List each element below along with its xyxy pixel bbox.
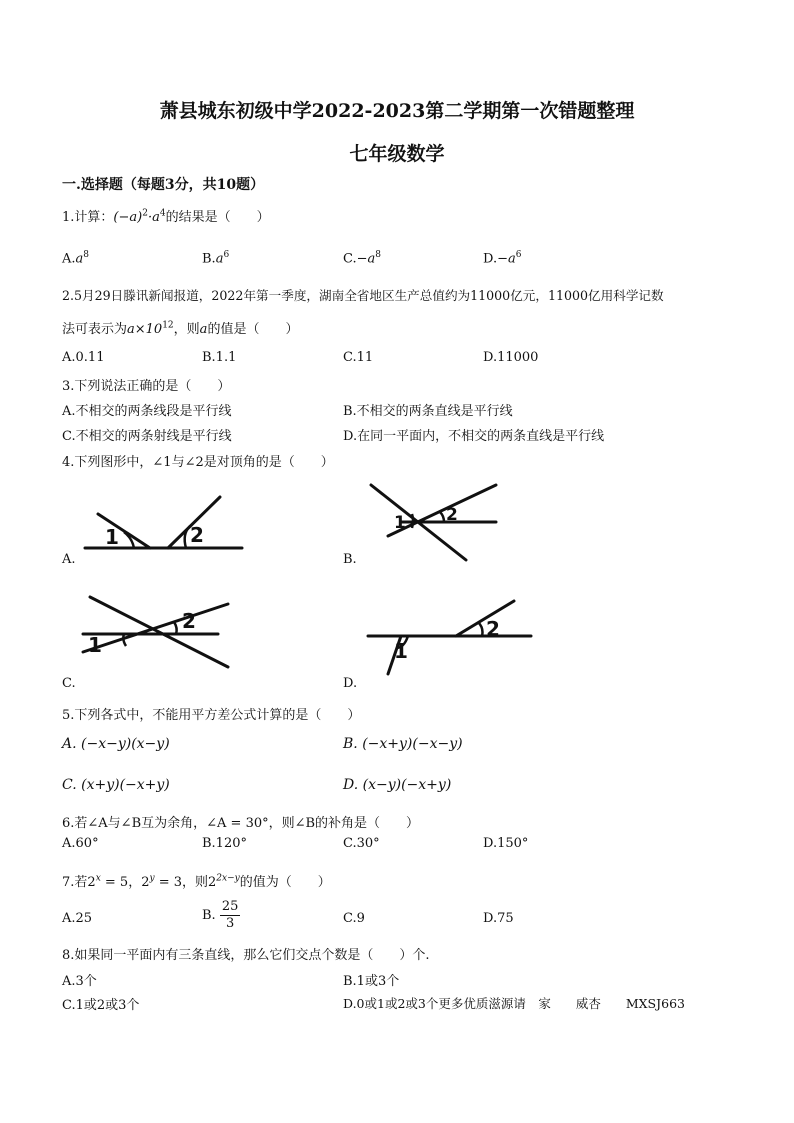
figure-b [366, 480, 506, 564]
question-2-line2 [62, 318, 298, 337]
figure-d-label[interactable]: D. [343, 676, 358, 691]
option-label: D. [483, 251, 498, 267]
q7-exp: y [149, 873, 155, 884]
option-exp: 8 [83, 250, 90, 260]
q7-option-a[interactable]: A.25 [62, 911, 93, 926]
page-title: 萧县城东初级中学2022-2023第二学期第一次错题整理 [159, 100, 635, 122]
q7-exp: x [95, 873, 101, 884]
q2-exp: 12 [162, 320, 174, 331]
q1-mid: ·a [147, 210, 160, 225]
q2-option-a[interactable]: A.0.11 [62, 350, 105, 365]
q2-expr: a×10 [127, 322, 163, 337]
q2-suffix: 的值是（ ） [207, 322, 299, 337]
q1-option-d[interactable] [483, 250, 521, 266]
q5-option-a[interactable]: A. (−x−y)(x−y) [62, 736, 170, 752]
option-base: a [75, 251, 84, 267]
question-2-line1: 2.5月29日滕讯新闻报道，2022年第一季度，湖南全省地区生产总值约为11000亿元，11000亿用科学记数 [62, 288, 664, 303]
q8-option-a[interactable]: A.3个 [62, 974, 97, 989]
q6-option-c[interactable]: C.30° [343, 836, 380, 851]
q7-option-b[interactable] [202, 899, 240, 932]
q3-option-b[interactable]: B.不相交的两条直线是平行线 [343, 404, 513, 419]
q7-value: = 3，则 [154, 875, 209, 890]
question-3-stem: 3.下列说法正确的是（ ） [62, 379, 231, 394]
question-6-stem: 6.若∠A与∠B互为余角，∠A = 30°，则∠B的补角是（ ） [62, 816, 420, 831]
option-base: a [215, 251, 224, 267]
q2-mid: ，则 [173, 322, 200, 337]
angle-1-label: 1 [105, 525, 119, 549]
option-exp: 6 [223, 250, 230, 260]
option-label: A. [62, 251, 76, 267]
angle-2-label: 2 [190, 523, 204, 547]
section-heading: 一.选择题（每题3分，共10题） [62, 177, 265, 193]
q1-exp2: 4 [159, 208, 166, 219]
q2-option-d[interactable]: D.11000 [483, 350, 539, 365]
q7-suffix: 的值为（ ） [239, 875, 331, 890]
q3-option-a[interactable]: A.不相交的两条线段是平行线 [62, 404, 232, 419]
q1-expr: (−a) [113, 210, 143, 225]
figure-d [366, 596, 536, 678]
q7-option-c[interactable]: C.9 [343, 911, 365, 926]
question-5-stem: 5.下列各式中，不能用平方差公式计算的是（ ） [62, 708, 361, 723]
q1-prefix: 1.计算： [62, 210, 114, 225]
q2-prefix: 法可表示为 [62, 322, 128, 337]
q6-option-a[interactable]: A.60° [62, 836, 99, 851]
q7-prefix: 7.若 [62, 875, 88, 890]
angle-1-label: 1 [394, 513, 406, 533]
q2-var: a [199, 322, 208, 337]
q7-base: 2 [141, 875, 150, 890]
q5-option-b[interactable]: B. (−x+y)(−x−y) [343, 736, 463, 752]
option-label: C. [343, 251, 357, 267]
figure-c-label[interactable]: C. [62, 676, 76, 691]
q1-option-c[interactable] [343, 250, 381, 266]
q2-option-b[interactable]: B.1.1 [202, 350, 237, 365]
option-label: B. [202, 251, 216, 267]
q1-option-a[interactable] [62, 250, 89, 266]
q8-option-d[interactable]: D.0或1或2或3个更多优质滋源请 家 威杏 MXSJ663 [343, 996, 685, 1011]
angle-1-label: 1 [88, 633, 102, 657]
question-4-stem: 4.下列图形中，∠1与∠2是对顶角的是（ ） [62, 455, 334, 470]
fraction [220, 899, 241, 932]
question-7-stem [62, 871, 331, 890]
q8-option-b[interactable]: B.1或3个 [343, 974, 400, 989]
figure-c [78, 592, 238, 672]
q3-option-d[interactable]: D.在同一平面内，不相交的两条直线是平行线 [343, 429, 605, 444]
question-8-stem: 8.如果同一平面内有三条直线，那么它们交点个数是（ ）个. [62, 948, 430, 963]
angle-2-label: 2 [182, 609, 196, 633]
angle-1-label: 1 [394, 639, 408, 663]
q8-option-c[interactable]: C.1或2或3个 [62, 998, 140, 1013]
figure-a [80, 492, 250, 560]
question-1-stem [62, 206, 270, 225]
angle-2-label: 2 [446, 505, 458, 525]
page-subtitle: 七年级数学 [349, 143, 445, 165]
figure-b-label[interactable]: B. [343, 552, 357, 567]
q2-option-c[interactable]: C.11 [343, 350, 374, 365]
q3-option-c[interactable]: C.不相交的两条射线是平行线 [62, 429, 232, 444]
q1-option-b[interactable] [202, 250, 229, 266]
angle-2-label: 2 [486, 617, 500, 641]
q7-value: = 5， [100, 875, 142, 890]
fraction-numerator: 25 [221, 899, 239, 914]
q7-exp: 2x−y [216, 873, 240, 884]
option-exp: 6 [515, 250, 522, 260]
option-exp: 8 [375, 250, 382, 260]
option-label: B. [202, 908, 216, 923]
option-base: −a [497, 251, 516, 267]
q6-option-b[interactable]: B.120° [202, 836, 247, 851]
q1-suffix: 的结果是（ ） [165, 210, 270, 225]
q6-option-d[interactable]: D.150° [483, 836, 529, 851]
figure-a-label[interactable]: A. [62, 552, 76, 567]
q7-base: 2 [208, 875, 217, 890]
option-base: −a [356, 251, 376, 267]
q7-option-d[interactable]: D.75 [483, 911, 514, 926]
q5-option-c[interactable]: C. (x+y)(−x+y) [62, 777, 170, 793]
q5-option-d[interactable]: D. (x−y)(−x+y) [343, 777, 452, 793]
fraction-denominator: 3 [225, 916, 235, 931]
q1-exp1: 2 [142, 208, 148, 219]
q7-base: 2 [87, 875, 96, 890]
